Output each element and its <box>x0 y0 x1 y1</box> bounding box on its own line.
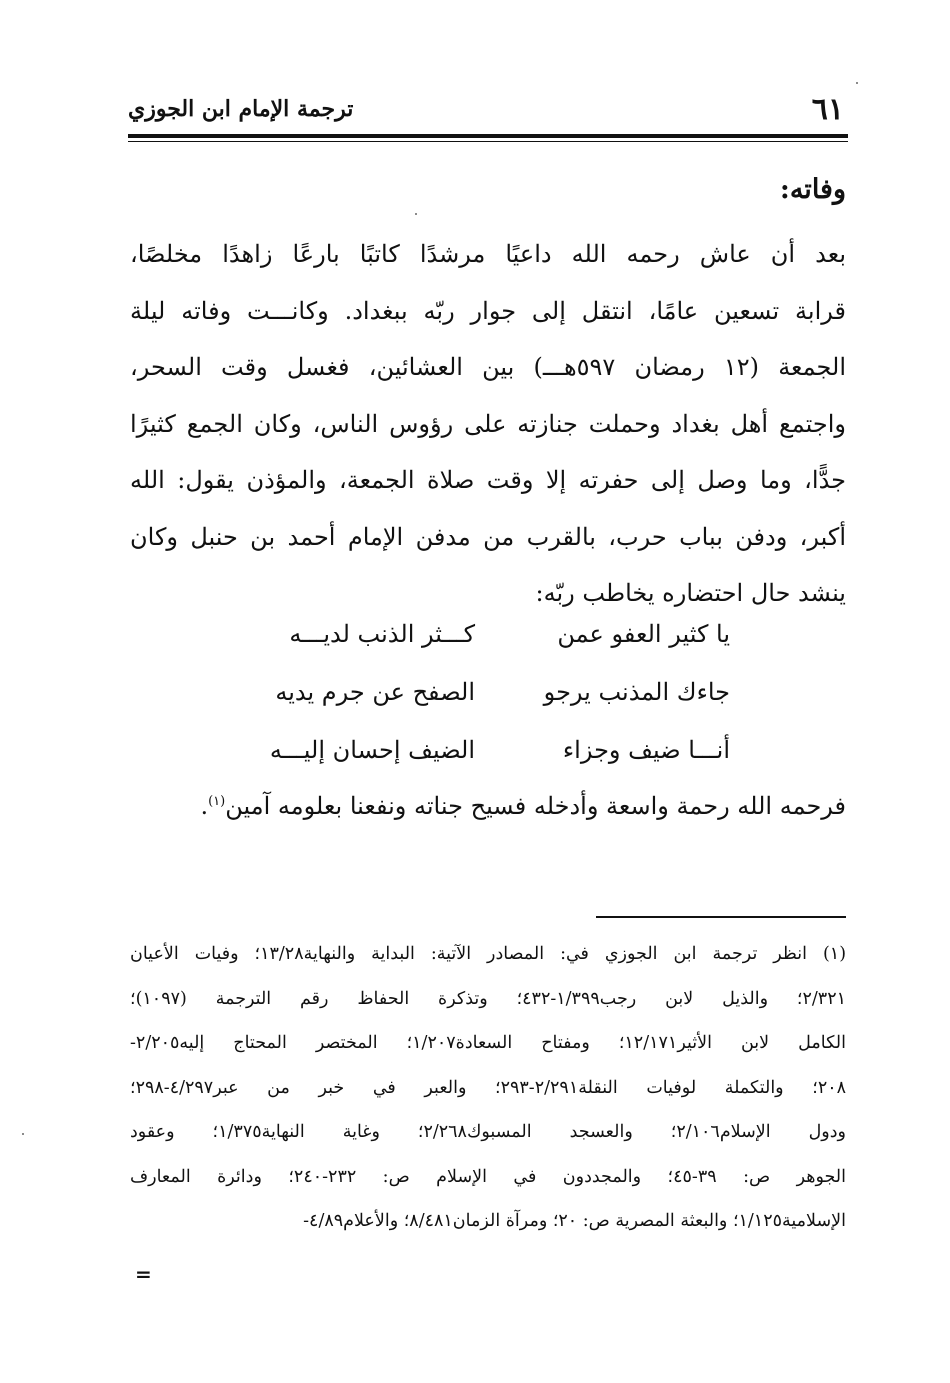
footnote-line: ودول الإسلام٢/١٠٦؛ والعسجد المسبوك٢/٢٦٨؛ وغاية النهاية١/٣٧٥؛ وعقود <box>130 1122 846 1142</box>
poem-verse <box>250 620 730 678</box>
scan-speck <box>415 213 417 215</box>
scan-speck <box>22 1133 24 1135</box>
verse-first-hemistich: أنـــا ضيف وجزاء <box>562 736 730 764</box>
footnote-separator <box>596 916 846 918</box>
footnote-line: (١) انظر ترجمة ابن الجوزي في: المصادر الآتية: البداية والنهاية١٣/٢٨؛ وفيات الأعيان <box>130 944 846 964</box>
footnote-reference[interactable]: (١) <box>208 794 226 809</box>
footnote-line: ٢٠٨؛ والتكملة لوفيات النقلة٢/٢٩١-٢٩٣؛ والعبر في خبر من عبر٤/٢٩٧-٢٩٨؛ <box>130 1077 846 1098</box>
body-line: ينشد حال احتضاره يخاطب ربّه: <box>535 579 846 607</box>
body-line: أكبر، ودفن بباب حرب، بالقرب من مدفن الإمام أحمد بن حنبل وكان <box>130 522 846 551</box>
body-line: قرابة تسعين عامًا، انتقل إلى جوار ربّه ببغداد. وكانـــت وفاته ليلة <box>130 296 846 325</box>
footnote-line: الجوهر ص: ٣٩-٤٥؛ والمجددون في الإسلام ص: ٢٣٢-٢٤٠؛ ودائرة المعارف <box>130 1166 846 1187</box>
verse-second-hemistich: كـــثر الذنب لديـــه <box>289 620 475 648</box>
footnote-line: ٢/٣٢١؛ والذيل لابن رجب١/٣٩٩-٤٣٢؛ وتذكرة الحفاظ رقم الترجمة (١٠٩٧)؛ <box>130 988 846 1009</box>
body-line: بعد أن عاش رحمه الله داعيًا مرشدًا كاتبًا بارعًا زاهدًا مخلصًا، <box>130 240 846 268</box>
scan-speck <box>856 82 858 84</box>
verse-second-hemistich: الضيف إحسان إليـــه <box>269 736 475 764</box>
body-paragraph <box>130 226 846 622</box>
footnote-line: الكامل لابن الأثير١٢/١٧١؛ ومفتاح السعادة١/٢٠٧؛ المختصر المحتاج إليه٢/٢٠٥- <box>130 1033 846 1053</box>
running-header <box>128 92 846 132</box>
closing-text: فرحمه الله رحمة واسعة وأدخله فسيح جناته ونفعنا بعلومه آمين <box>225 792 846 820</box>
poem-verse <box>250 678 730 736</box>
header-rule-thin <box>128 141 848 142</box>
verse-first-hemistich: جاءك المذنب يرجو <box>543 678 730 706</box>
footnote-line: الإسلامية١/١٢٥؛ والبعثة المصرية ص: ٢٠؛ ومرآة الزمان٨/٤٨١؛ والأعلام٤/٨٩- <box>303 1211 846 1231</box>
running-title: ترجمة الإمام ابن الجوزي <box>128 96 354 122</box>
footnotes <box>130 932 846 1244</box>
header-rule <box>128 134 848 138</box>
section-heading: وفاته: <box>779 174 846 205</box>
page-number: ٦١ <box>811 92 844 127</box>
footnote-continuation-mark: = <box>135 1262 152 1286</box>
poem <box>250 620 730 794</box>
poem-verse <box>250 736 730 794</box>
closing-prayer <box>140 792 846 820</box>
body-line: جدًّا، وما وصل إلى حفرته إلا وقت صلاة الجمعة، والمؤذن يقول: الله <box>130 466 846 494</box>
closing-end-mark: . <box>200 792 209 820</box>
body-line: الجمعة (١٢ رمضان ٥٩٧هـــ) بين العشائين، فغسل وقت السحر، <box>130 353 846 381</box>
verse-second-hemistich: الصفح عن جرم يديه <box>275 678 475 706</box>
body-line: واجتمع أهل بغداد وحملت جنازته على رؤوس الناس، وكان الجمع كثيرًا <box>130 409 846 438</box>
verse-first-hemistich: يا كثير العفو عمن <box>557 620 730 648</box>
